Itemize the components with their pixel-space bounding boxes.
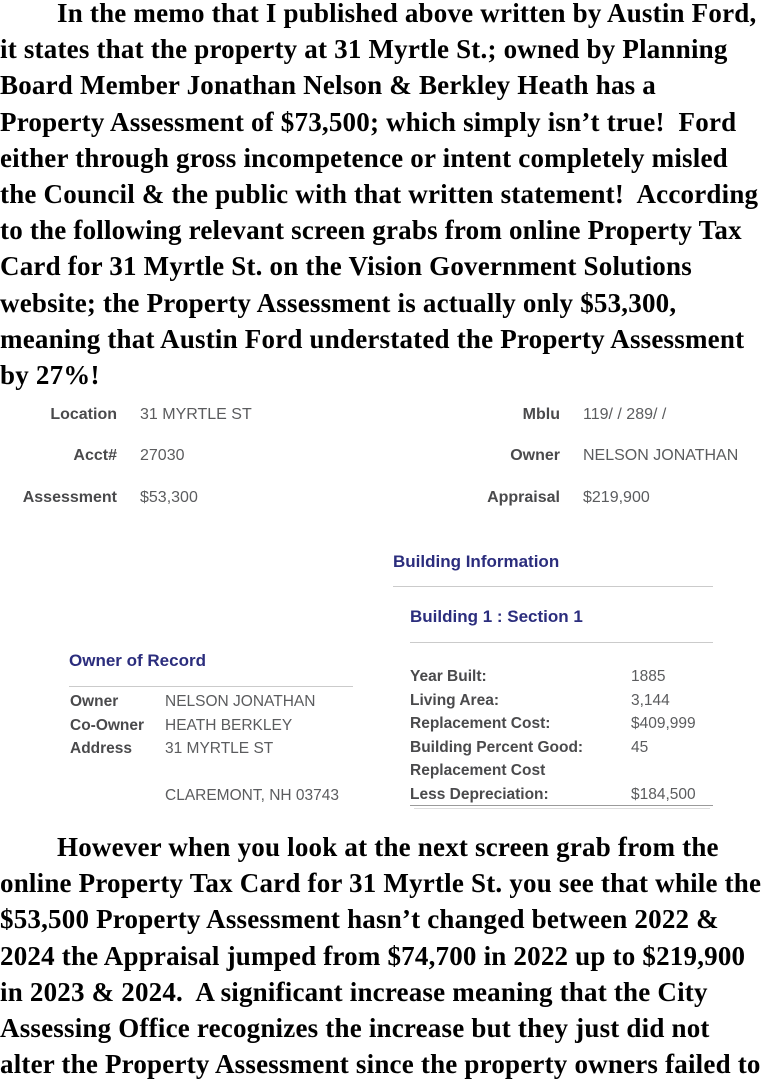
year-built-value: 1885 <box>631 668 666 685</box>
building-row <box>410 759 730 783</box>
less-depreciation-label: Less Depreciation: <box>410 785 549 803</box>
building-row <box>410 665 730 689</box>
appraisal-label: Appraisal <box>487 489 560 506</box>
appraisal-value: $219,900 <box>583 489 650 506</box>
assessment-value: $53,300 <box>140 489 198 506</box>
paragraph-conclusion: However when you look at the next screen grab from the online Property Tax Card for 31 Myrtle St. you see that while the $53,500 Property Assessment hasn’t changed between 2022 & 2024 the Appraisal jumped from $74,700 in 2022 up to $219,900 in 2023 & 2024. A significant increase meaning that the City Assessing Office recognizes the increase but they just did not alter the Property Assessment since the property owners failed to <box>0 832 762 1080</box>
building-row <box>410 783 730 807</box>
owner-of-record-divider <box>69 686 353 687</box>
replacement-cost-label: Replacement Cost: <box>410 715 551 732</box>
building-details <box>410 665 730 806</box>
address-label: Address <box>70 740 133 757</box>
owner-row <box>70 784 370 808</box>
building-row <box>410 736 730 760</box>
building-row <box>410 689 730 713</box>
owner-label: Owner <box>510 447 560 464</box>
location-label: Location <box>50 406 117 423</box>
building-information-title: Building Information <box>393 552 560 571</box>
owner-row <box>70 714 370 738</box>
building-information-divider <box>393 586 713 587</box>
living-area-label: Living Area: <box>410 691 499 709</box>
record-owner-value: NELSON JONATHAN <box>165 693 316 710</box>
owner-of-record-title: Owner of Record <box>69 651 206 670</box>
building-section-divider <box>410 642 713 643</box>
owner-value: NELSON JONATHAN <box>583 447 739 464</box>
less-depreciation-value: $184,500 <box>631 785 696 803</box>
owner-row <box>70 737 370 761</box>
replacement-cost-2-label: Replacement Cost <box>410 762 546 779</box>
building-table-bottom-border <box>410 805 713 806</box>
building-table-bottom-shadow <box>414 808 710 809</box>
percent-good-value: 45 <box>631 738 649 756</box>
address-value: 31 MYRTLE ST <box>165 740 274 757</box>
co-owner-value: HEATH BERKLEY <box>165 716 293 734</box>
paragraph-intro: In the memo that I published above written by Austin Ford, it states that the property at 31 Myrtle St.; owned by Planning Board Member Jonathan Nelson & Berkley Heath has a Property Assessment of $73,500; which simply isn’t true! Ford either through gross incompetence or intent completely misled the Council & the public with that written statement! According to the following relevant screen grabs from online Property Tax Card for 31 Myrtle St. on the Vision Government Solutions website; the Property Assessment is actually only $53,300, meaning that Austin Ford understated the Property Assessment by 27%! <box>0 0 759 391</box>
record-owner-label: Owner <box>70 693 119 710</box>
year-built-label: Year Built: <box>410 668 487 685</box>
acct-label: Acct# <box>73 447 117 464</box>
owner-row <box>70 690 370 714</box>
owner-row-spacer <box>70 761 370 785</box>
mblu-label: Mblu <box>522 406 560 423</box>
location-value: 31 MYRTLE ST <box>140 406 252 423</box>
assessment-label: Assessment <box>22 489 117 506</box>
mblu-value: 119/ / 289/ / <box>583 406 667 423</box>
living-area-value: 3,144 <box>631 691 670 709</box>
percent-good-label: Building Percent Good: <box>410 738 584 756</box>
replacement-cost-value: $409,999 <box>631 715 696 732</box>
city-state-zip-value: CLAREMONT, NH 03743 <box>165 787 340 804</box>
owner-of-record-details <box>70 690 370 808</box>
building-section-title: Building 1 : Section 1 <box>410 607 583 626</box>
co-owner-label: Co-Owner <box>70 716 145 734</box>
building-row <box>410 712 730 736</box>
acct-value: 27030 <box>140 447 185 464</box>
